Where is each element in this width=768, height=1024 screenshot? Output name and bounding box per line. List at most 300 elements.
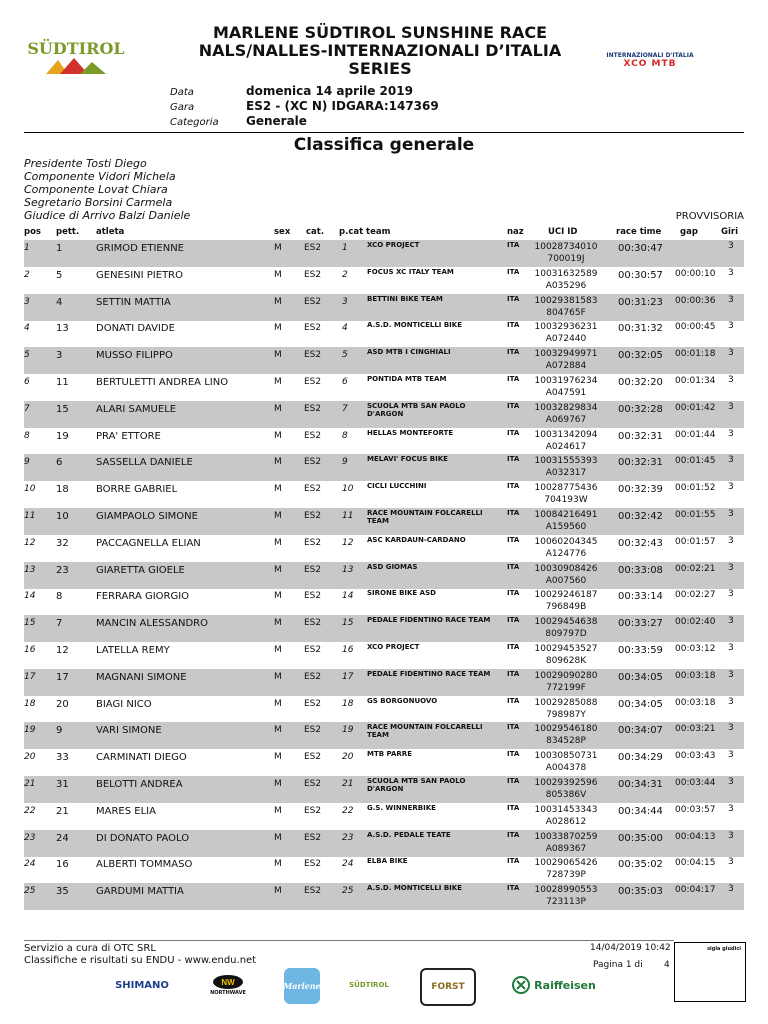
internazionali-logo [604,48,696,72]
pett-cell: 31 [56,779,69,790]
pos-cell: 1 [24,243,30,253]
uci-id-line: 10028775436 [534,483,598,494]
uci-id-cell [531,670,601,694]
pos-cell: 12 [24,537,36,548]
race-title-line: SERIES [348,59,412,78]
forst-logo [420,968,476,1006]
team-cell: RACE MOUNTAIN FOLCARELLI TEAM [367,509,483,525]
official-line: Componente Vidori Michela [24,170,176,183]
uci-id-cell [531,563,601,587]
sigla-label: sigla giudici [707,946,741,952]
uci-id-line: 10032936231 [534,322,598,333]
uci-code-line: A035296 [545,280,587,291]
team-cell: ASD GIOMAS [367,562,418,571]
category-cell: ES2 [304,725,322,736]
internazionali-logo-bottom: XCO MTB [623,58,677,69]
athlete-name-cell: GIARETTA GIOELE [96,564,185,576]
pett-cell: 5 [56,269,63,281]
race-time-cell: 00:33:27 [618,618,663,630]
category-position-cell: 18 [342,698,354,709]
uci-id-line: 10031453343 [534,804,598,815]
gap-cell: 00:01:42 [675,402,716,413]
nation-cell: ITA [507,241,520,249]
race-time-cell: 00:34:05 [618,698,663,710]
category-cell: ES2 [304,671,322,682]
uci-id-line: 10029454638 [534,617,598,628]
uci-id-cell [531,616,601,640]
uci-id-line: 10029381583 [534,295,598,306]
uci-code-line: 796849B [545,602,587,613]
gap-cell: 00:03:44 [675,778,716,788]
category-position-cell: 8 [342,430,348,441]
sex-cell: M [274,725,282,736]
uci-code-line: A024617 [545,441,587,452]
table-row [24,776,744,803]
category-position-cell: 5 [342,350,348,361]
official-line: Componente Lovat Chiara [24,183,168,196]
uci-id-cell [531,857,601,881]
laps-cell: 3 [728,696,734,707]
race-time-cell: 00:32:42 [618,511,663,522]
footer-divider [24,940,674,941]
sex-cell: M [274,243,282,253]
nation-cell: ITA [507,428,520,437]
uci-id-cell [531,884,601,908]
team-cell: ASC KARDAUN-CARDANO [367,535,466,544]
category-position-cell: 7 [342,403,348,414]
table-row [24,830,744,857]
raiffeisen-icon [512,976,530,994]
pett-cell: 3 [56,350,63,362]
uci-id-line: 10032829834 [534,402,598,413]
pos-cell: 20 [24,752,36,763]
team-cell: BETTINI BIKE TEAM [367,294,443,303]
uci-id-cell [531,509,601,533]
uci-code-line: 805386V [545,790,587,800]
col-cat: cat. [306,227,325,237]
pos-cell: 10 [24,484,36,495]
official-line: Giudice di Arrivo Balzi Daniele [24,209,191,222]
gap-cell: 00:03:18 [675,697,716,708]
table-row [24,856,744,883]
race-time-cell: 00:32:43 [618,537,663,549]
table-row [24,588,744,615]
race-title-line: MARLENE SÜDTIROL SUNSHINE RACE [212,23,548,42]
sex-cell: M [274,269,282,280]
uci-id-line: 10033870259 [534,831,598,842]
pett-cell: 21 [56,805,69,817]
table-row [24,347,744,374]
northwave-icon [212,974,244,990]
nation-cell: ITA [507,535,520,544]
race-time-cell: 00:34:31 [618,779,663,790]
uci-id-cell [531,536,601,560]
pos-cell: 4 [24,323,30,334]
laps-cell: 3 [728,428,734,439]
category-position-cell: 19 [342,725,354,736]
team-cell: GS BORGONUOVO [367,696,438,705]
race-time-cell: 00:31:32 [618,323,663,335]
table-row [24,669,744,696]
gap-cell: 00:04:13 [675,831,716,842]
team-cell: PEDALE FIDENTINO RACE TEAM [367,669,491,678]
category-cell: ES2 [304,511,322,521]
uci-id-line: 10028990553 [534,885,598,896]
nation-cell: ITA [507,562,520,571]
uci-id-line: 10028734010 [534,242,598,252]
sex-cell: M [274,698,282,709]
athlete-name-cell: PRA' ETTORE [96,430,161,442]
athlete-name-cell: SETTIN MATTIA [96,296,171,308]
sudtirol-logo-text: SÜDTIROL [27,38,125,58]
gap-cell: 00:00:45 [675,322,716,333]
pett-cell: 6 [56,457,63,469]
laps-cell: 3 [728,482,734,493]
category-cell: ES2 [304,457,322,468]
categoria-label: Categoria [170,117,219,128]
laps-cell: 3 [728,375,734,385]
laps-cell: 3 [728,509,734,519]
uci-id-cell [531,482,601,506]
nation-cell: ITA [507,509,520,517]
athlete-name-cell: MARES ELIA [96,805,156,817]
uci-id-cell [531,241,601,265]
category-position-cell: 21 [342,779,354,789]
pos-cell: 8 [24,430,30,441]
sex-cell: M [274,779,282,789]
laps-cell: 3 [728,643,734,653]
sex-cell: M [274,484,282,495]
uci-code-line: 834528P [546,736,586,747]
gap-cell: 00:01:44 [675,429,716,440]
pett-cell: 10 [56,511,69,522]
col-gap: gap [680,227,698,237]
athlete-name-cell: VARI SIMONE [96,725,162,737]
pos-cell: 7 [24,403,30,414]
athlete-name-cell: MANCIN ALESSANDRO [96,618,208,630]
category-position-cell: 1 [342,243,348,253]
race-time-cell: 00:32:39 [618,484,663,496]
pos-cell: 15 [24,618,36,629]
uci-id-line: 10029453527 [534,644,598,654]
category-cell: ES2 [304,296,322,307]
pett-cell: 7 [56,618,63,630]
uci-id-line: 10031342094 [534,429,598,440]
uci-code-line: A072440 [545,334,587,345]
race-time-cell: 00:32:31 [618,457,663,469]
category-position-cell: 23 [342,832,354,843]
team-cell: G.S. WINNERBIKE [367,803,436,812]
category-cell: ES2 [304,350,322,361]
category-cell: ES2 [304,591,322,602]
pos-cell: 14 [24,591,36,602]
sex-cell: M [274,618,282,629]
category-position-cell: 20 [342,752,354,763]
category-cell: ES2 [304,430,322,441]
athlete-name-cell: GENESINI PIETRO [96,269,183,281]
athlete-name-cell: BIAGI NICO [96,698,152,710]
laps-cell: 3 [728,884,734,895]
table-row [24,696,744,723]
race-time-cell: 00:35:00 [618,832,663,844]
uci-id-line: 10060204345 [534,536,598,547]
category-cell: ES2 [304,859,322,870]
category-cell: ES2 [304,645,322,655]
race-time-cell: 00:34:44 [618,805,663,817]
sex-cell: M [274,377,282,387]
gara-label: Gara [170,102,195,113]
athlete-name-cell: CARMINATI DIEGO [96,752,187,764]
laps-cell: 3 [728,857,734,868]
gap-cell: 00:02:21 [675,563,716,574]
sex-cell: M [274,671,282,682]
team-cell: XCO PROJECT [367,643,420,651]
pett-cell: 24 [56,832,69,844]
official-line: Presidente Tosti Diego [24,157,147,170]
uci-id-line: 10029246187 [534,590,598,601]
uci-id-line: 10084216491 [534,510,598,520]
table-row [24,803,744,830]
table-row [24,240,744,267]
category-cell: ES2 [304,403,322,414]
category-cell: ES2 [304,779,322,789]
uci-id-line: 10029090280 [534,670,598,681]
gap-cell: 00:03:57 [675,804,716,815]
nation-cell: ITA [507,830,520,839]
nation-cell: ITA [507,401,520,410]
uci-id-cell [531,804,601,828]
team-cell: ASD MTB I CINGHIALI [367,348,451,357]
table-row [24,535,744,562]
laps-cell: 3 [728,401,734,412]
table-row [24,642,744,669]
table-row [24,374,744,401]
sex-cell: M [274,350,282,361]
sudtirol-logo [28,32,124,80]
team-cell: A.S.D. PEDALE TEATE [367,830,451,839]
race-time-cell: 00:32:31 [618,430,663,442]
nation-cell: ITA [507,643,520,651]
table-row [24,267,744,294]
gap-cell: 00:01:55 [675,510,716,520]
team-cell: CICLI LUCCHINI [367,482,427,491]
gap-cell: 00:03:43 [675,751,716,762]
uci-id-line: 10030908426 [534,563,598,574]
sex-cell: M [274,859,282,870]
race-time-cell: 00:33:08 [618,564,663,576]
pos-cell: 23 [24,832,36,843]
laps-cell: 3 [728,616,734,627]
team-cell: A.S.D. MONTICELLI BIKE [367,321,462,330]
raiffeisen-logo-text: Raiffeisen [534,978,596,992]
sex-cell: M [274,591,282,602]
category-position-cell: 11 [342,511,354,521]
athlete-name-cell: GRIMOD ETIENNE [96,243,184,254]
table-row [24,722,744,749]
category-cell: ES2 [304,618,322,629]
gap-cell: 00:03:12 [675,644,716,654]
marlene-logo [284,968,320,1004]
northwave-logo [204,972,252,998]
category-position-cell: 25 [342,886,354,897]
pett-cell: 23 [56,564,69,576]
pett-cell: 18 [56,484,69,496]
pett-cell: 16 [56,859,69,871]
pos-cell: 24 [24,859,36,870]
athlete-name-cell: GIAMPAOLO SIMONE [96,511,198,522]
race-time-cell: 00:32:28 [618,403,663,415]
category-cell: ES2 [304,698,322,709]
race-time-cell: 00:35:02 [618,859,663,871]
laps-cell: 3 [728,535,734,546]
nation-cell: ITA [507,723,520,732]
uci-id-line: 10029392596 [534,778,598,788]
uci-code-line: A089367 [545,843,587,854]
sex-cell: M [274,832,282,843]
nation-cell: ITA [507,884,520,893]
pett-cell: 4 [56,296,63,308]
race-time-cell: 00:32:20 [618,377,663,388]
uci-id-cell [531,268,601,292]
col-team: team [366,227,391,237]
race-time-cell: 00:30:57 [618,269,663,281]
uci-code-line: 704193W [544,495,588,506]
pos-cell: 18 [24,698,36,709]
pos-cell: 17 [24,671,36,682]
footer-page-label: Pagina 1 di [593,960,643,970]
table-row [24,883,744,910]
team-cell: A.S.D. MONTICELLI BIKE [367,884,462,893]
pos-cell: 21 [24,779,36,789]
category-cell: ES2 [304,832,322,843]
athlete-name-cell: BORRE GABRIEL [96,484,178,496]
nation-cell: ITA [507,696,520,705]
laps-cell: 3 [728,321,734,332]
uci-id-cell [531,831,601,855]
category-cell: ES2 [304,886,322,897]
race-time-cell: 00:31:23 [618,296,663,308]
footer-service: Servizio a cura di OTC SRL [24,943,156,954]
pett-cell: 35 [56,886,69,898]
sex-cell: M [274,564,282,575]
laps-cell: 3 [728,723,734,734]
category-position-cell: 22 [342,805,354,816]
uci-code-line: A028612 [545,816,587,827]
table-row [24,481,744,508]
pos-cell: 6 [24,377,30,387]
pett-cell: 1 [56,243,63,254]
uci-id-line: 10031976234 [534,376,598,386]
category-position-cell: 14 [342,591,354,602]
laps-cell: 3 [728,267,734,278]
category-position-cell: 12 [342,537,354,548]
uci-id-line: 10029285088 [534,697,598,708]
sex-cell: M [274,805,282,816]
team-cell: RACE MOUNTAIN FOLCARELLI TEAM [367,723,483,740]
sigla-box [674,942,746,1002]
category-cell: ES2 [304,377,322,387]
forst-logo-text: FORST [431,982,465,992]
sex-cell: M [274,323,282,334]
gap-cell: 00:01:45 [675,456,716,467]
category-position-cell: 24 [342,859,354,870]
sex-cell: M [274,403,282,414]
gap-cell: 00:02:40 [675,617,716,628]
page-title: Classifica generale [293,135,475,155]
uci-code-line: 809797D [545,629,587,640]
gap-cell: 00:00:10 [675,268,716,279]
uci-code-line: 772199F [546,682,586,693]
race-time-cell: 00:35:03 [618,886,663,898]
sudtirol-sponsor-logo [346,970,392,1000]
table-row [24,749,744,776]
sex-cell: M [274,457,282,468]
laps-cell: 3 [728,241,734,251]
athlete-name-cell: PACCAGNELLA ELIAN [96,537,201,549]
team-cell: ELBA BIKE [367,857,408,866]
gap-cell: 00:04:15 [675,858,716,869]
gara-value: ES2 - (XC N) IDGARA:147369 [246,99,439,113]
race-time-cell: 00:34:29 [618,752,663,764]
category-cell: ES2 [304,805,322,816]
status-badge: PROVVISORIA [675,211,744,222]
athlete-name-cell: MUSSO FILIPPO [96,350,173,362]
athlete-name-cell: BERTULETTI ANDREA LINO [96,377,229,388]
pos-cell: 5 [24,350,30,361]
pett-cell: 12 [56,645,69,656]
pett-cell: 32 [56,537,69,549]
team-cell: MELAVI' FOCUS BIKE [367,455,448,464]
gap-cell: 00:03:21 [675,724,716,735]
category-cell: ES2 [304,269,322,280]
pett-cell: 19 [56,430,69,442]
category-cell: ES2 [304,243,322,253]
race-title-line: NALS/NALLES-INTERNAZIONALI D’ITALIA [198,41,562,60]
uci-code-line: 723113P [546,897,586,908]
col-time: race time [616,227,662,237]
category-cell: ES2 [304,537,322,548]
race-time-cell: 00:30:47 [618,243,663,254]
mountain-icon [46,58,106,74]
category-position-cell: 13 [342,564,354,575]
uci-code-line: A072884 [545,361,587,372]
pett-cell: 9 [56,725,63,737]
uci-id-line: 10031632589 [534,268,598,279]
laps-cell: 3 [728,589,734,600]
nation-cell: ITA [507,777,520,785]
team-cell: HELLAS MONTEFORTE [367,428,454,437]
officials-list [24,157,190,222]
category-position-cell: 17 [342,671,354,682]
uci-id-line: 10032949971 [534,349,598,360]
pos-cell: 11 [24,511,36,521]
gap-cell: 00:00:36 [675,295,716,306]
nation-cell: ITA [507,375,520,383]
team-cell: XCO PROJECT [367,241,420,249]
athlete-name-cell: GARDUMI MATTIA [96,886,184,898]
pos-cell: 9 [24,457,30,468]
table-row [24,562,744,589]
category-position-cell: 16 [342,645,354,655]
team-cell: FOCUS XC ITALY TEAM [367,267,454,276]
athlete-name-cell: SASSELLA DANIELE [96,457,193,469]
pos-cell: 16 [24,645,36,655]
col-pett: pett. [56,227,80,237]
raiffeisen-logo [502,972,606,998]
race-time-cell: 00:32:05 [618,350,663,362]
marlene-logo-text: Marlene [283,981,321,991]
uci-code-line: A047591 [545,388,587,398]
